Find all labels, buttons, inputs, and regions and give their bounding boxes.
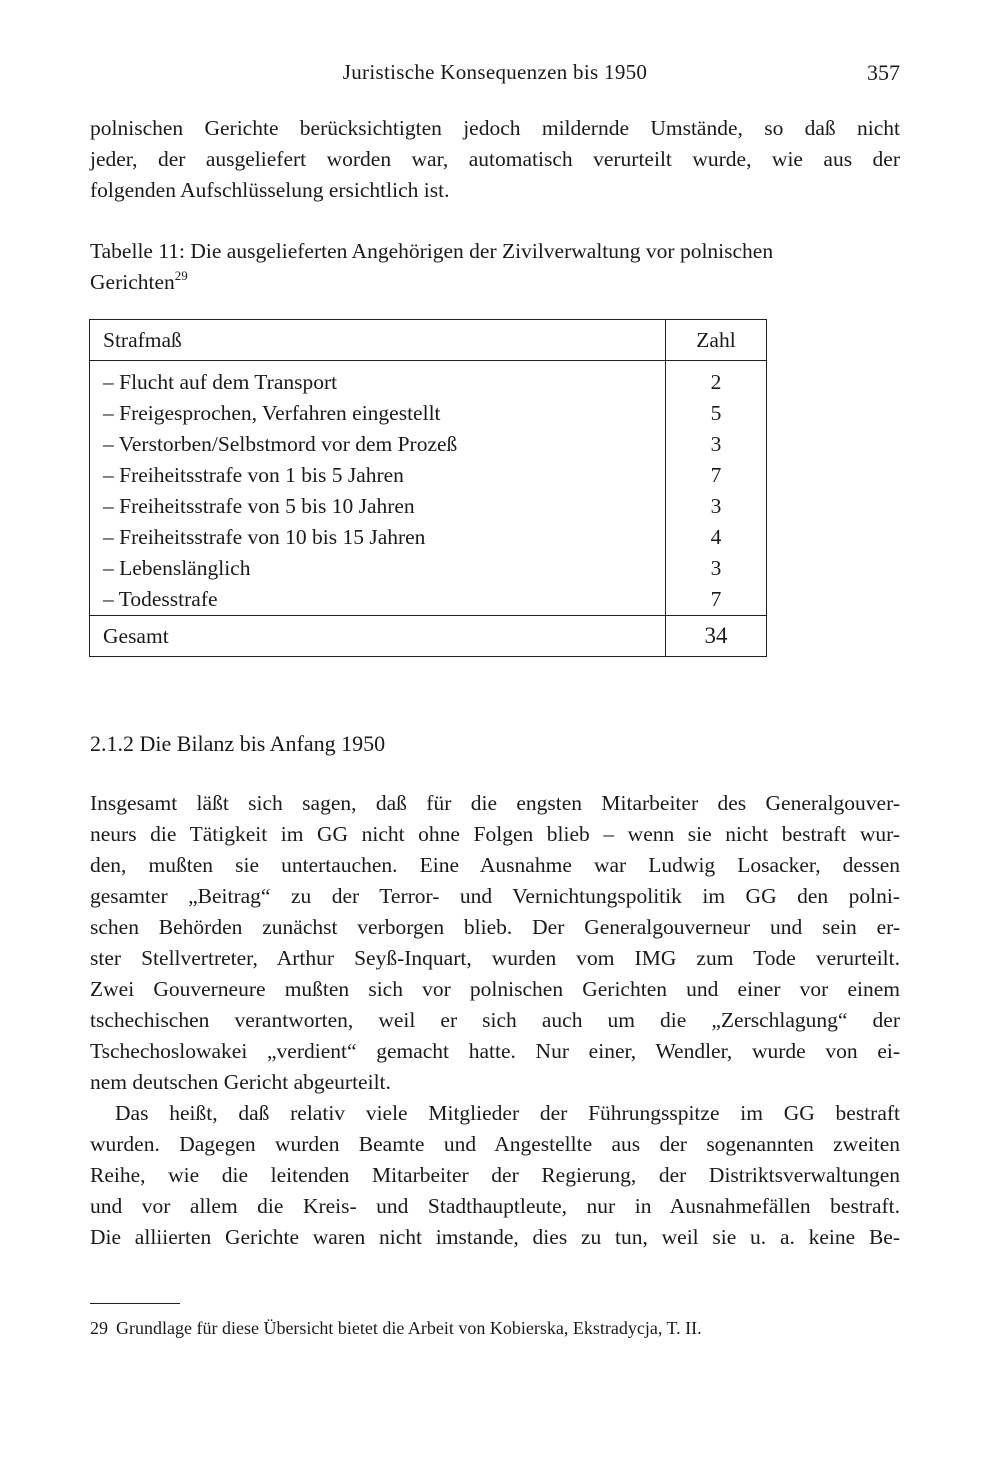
paragraph-line: Insgesamt läßt sich sagen, daß für die engsten Mitarbeiter des Generalgouver- xyxy=(90,791,900,815)
table-row xyxy=(90,460,767,491)
body-paragraph-2 xyxy=(90,1098,900,1253)
row-count: 7 xyxy=(666,460,767,491)
paragraph-line: Zwei Gouverneure mußten sich vor polnischen Gerichten und einer vor einem xyxy=(90,977,900,1001)
table-row xyxy=(90,491,767,522)
footnote xyxy=(90,1318,702,1339)
running-title: Juristische Konsequenzen bis 1950 xyxy=(342,60,648,84)
page-number: 357 xyxy=(867,60,900,85)
intro-line: folgenden Aufschlüsselung ersichtlich ist. xyxy=(90,178,450,202)
row-count: 3 xyxy=(666,491,767,522)
caption-line: Gerichten xyxy=(90,270,175,294)
caption-line: Tabelle 11: Die ausgelieferten Angehörigen der Zivilverwaltung vor polnischen xyxy=(90,239,774,263)
intro-line: jeder, der ausgeliefert worden war, automatisch verurteilt wurde, wie aus der xyxy=(90,147,900,171)
row-count: 5 xyxy=(666,398,767,429)
intro-line: polnischen Gerichte berücksichtigten jedoch mildernde Umstände, so daß nicht xyxy=(90,116,900,140)
footnote-reference: 29 xyxy=(174,268,188,283)
table-row xyxy=(90,584,767,616)
page-header xyxy=(90,60,900,90)
table-caption xyxy=(90,236,900,298)
table-total-row xyxy=(90,616,767,657)
paragraph-line: und vor allem die Kreis- und Stadthauptleute, nur in Ausnahmefällen bestraft. xyxy=(90,1194,900,1218)
row-label: – Freiheitsstrafe von 1 bis 5 Jahren xyxy=(90,460,666,491)
paragraph-line: nem deutschen Gericht abgeurteilt. xyxy=(90,1070,391,1094)
row-count: 2 xyxy=(666,361,767,399)
row-label: – Flucht auf dem Transport xyxy=(90,361,666,399)
column-header-zahl: Zahl xyxy=(666,320,767,361)
paragraph-line: neurs die Tätigkeit im GG nicht ohne Folgen blieb – wenn sie nicht bestraft wur- xyxy=(90,822,900,846)
row-count: 3 xyxy=(666,553,767,584)
paragraph-line: Die alliierten Gerichte waren nicht imstande, dies zu tun, weil sie u. a. keine Be- xyxy=(90,1225,900,1249)
table-row xyxy=(90,429,767,460)
column-header-strafmass: Strafmaß xyxy=(90,320,666,361)
section-heading: 2.1.2 Die Bilanz bis Anfang 1950 xyxy=(90,731,386,756)
row-count: 4 xyxy=(666,522,767,553)
footnote-number: 29 xyxy=(90,1318,108,1338)
paragraph-line: Reihe, wie die leitenden Mitarbeiter der Regierung, der Distriktsverwaltungen xyxy=(90,1163,900,1187)
paragraph-line: den, mußten sie untertauchen. Eine Ausnahme war Ludwig Losacker, dessen xyxy=(90,853,900,877)
total-count: 34 xyxy=(666,616,767,657)
table-row xyxy=(90,553,767,584)
paragraph-line: wurden. Dagegen wurden Beamte und Angestellte aus der sogenannten zweiten xyxy=(90,1132,900,1156)
row-label: – Verstorben/Selbstmord vor dem Prozeß xyxy=(90,429,666,460)
row-count: 3 xyxy=(666,429,767,460)
table-header-row xyxy=(90,320,767,361)
row-label: – Freiheitsstrafe von 5 bis 10 Jahren xyxy=(90,491,666,522)
paragraph-line: gesamter „Beitrag“ zu der Terror- und Vernichtungspolitik im GG den polni- xyxy=(90,884,900,908)
paragraph-line: ster Stellvertreter, Arthur Seyß-Inquart, wurden vom IMG zum Tode verurteilt. xyxy=(90,946,900,970)
total-label: Gesamt xyxy=(90,616,666,657)
paragraph-line: tschechischen verantworten, weil er sich auch um die „Zerschlagung“ der xyxy=(90,1008,900,1032)
paragraph-line: Tschechoslowakei „verdient“ gemacht hatte. Nur einer, Wendler, wurde von ei- xyxy=(90,1039,900,1063)
row-label: – Freigesprochen, Verfahren eingestellt xyxy=(90,398,666,429)
footnote-text: Grundlage für diese Übersicht bietet die Arbeit von Kobierska, Ekstradycja, T. II. xyxy=(116,1318,702,1338)
table-row xyxy=(90,361,767,399)
body-paragraph-1 xyxy=(90,788,900,1098)
sentence-table xyxy=(89,319,767,657)
intro-paragraph xyxy=(90,113,900,206)
paragraph-line: schen Behörden zunächst verborgen blieb. Der Generalgouverneur und sein er- xyxy=(90,915,900,939)
row-label: – Freiheitsstrafe von 10 bis 15 Jahren xyxy=(90,522,666,553)
row-label: – Lebenslänglich xyxy=(90,553,666,584)
table-row xyxy=(90,522,767,553)
row-count: 7 xyxy=(666,584,767,616)
table-row xyxy=(90,398,767,429)
footnote-divider xyxy=(90,1303,180,1304)
row-label: – Todesstrafe xyxy=(90,584,666,616)
paragraph-line: Das heißt, daß relativ viele Mitglieder der Führungsspitze im GG bestraft xyxy=(115,1101,900,1125)
